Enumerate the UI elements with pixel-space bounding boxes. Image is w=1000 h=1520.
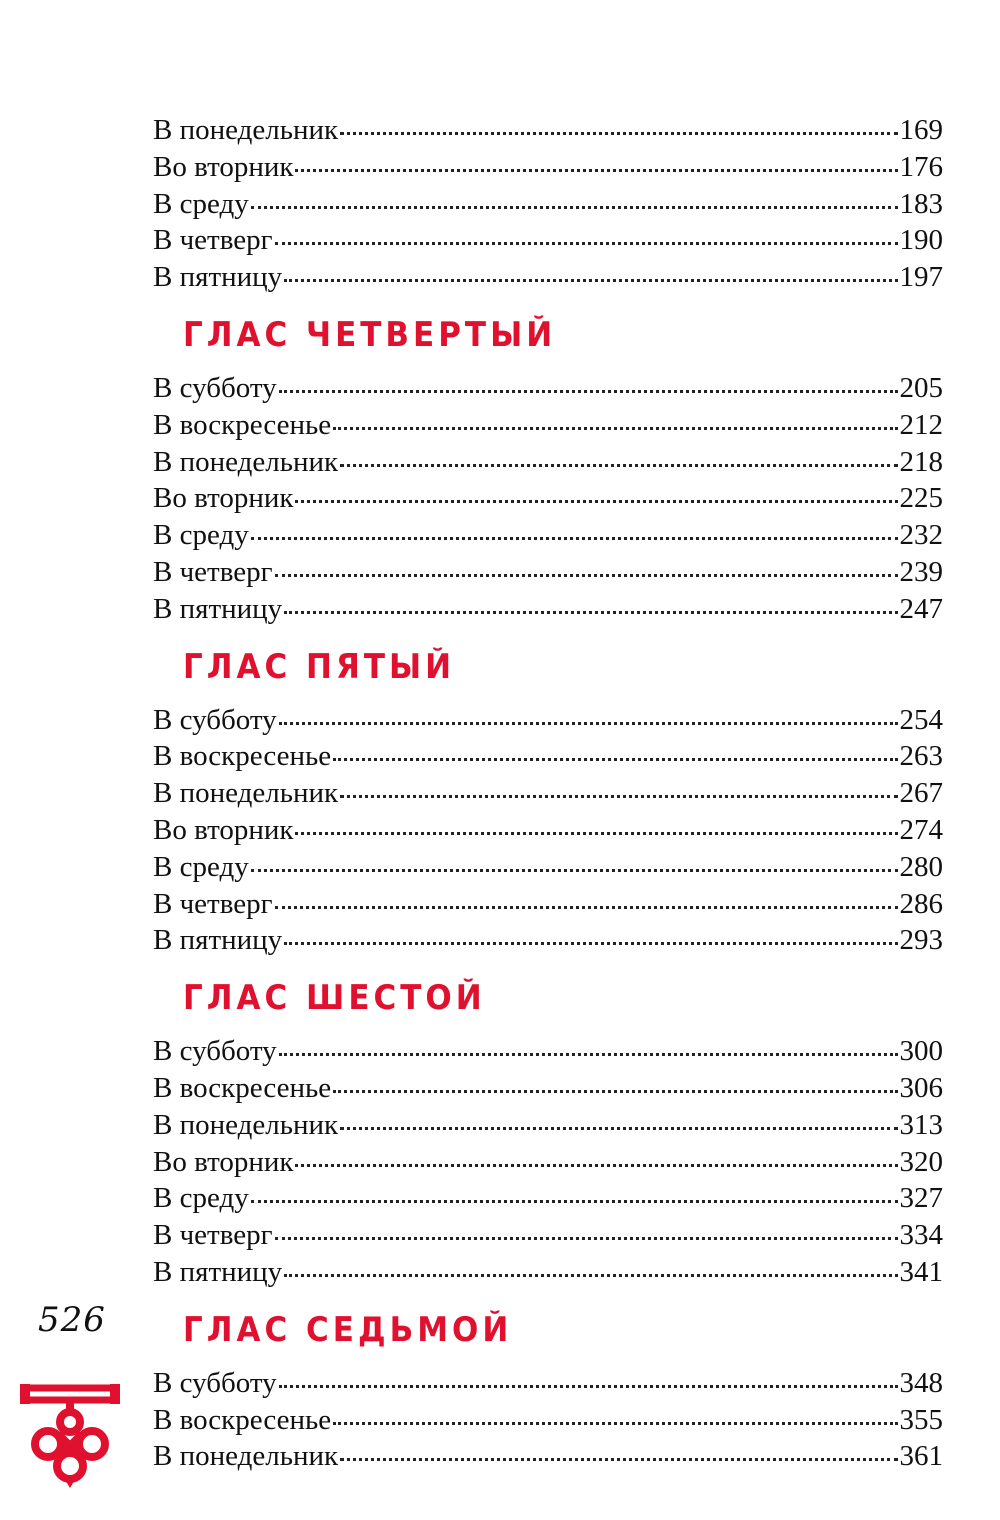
- dot-leader: [279, 722, 898, 725]
- toc-entry: [153, 738, 943, 775]
- toc-entry-page: 176: [899, 150, 943, 183]
- toc-entry-page: 254: [899, 703, 943, 736]
- toc-entry: [153, 149, 943, 186]
- toc-entry-page: 169: [899, 114, 943, 146]
- toc-entry-label: В пятницу: [153, 1255, 283, 1288]
- toc-entry-label: В четверг: [153, 224, 273, 257]
- table-of-contents: [153, 112, 943, 1475]
- toc-entry-page: 274: [899, 813, 943, 846]
- toc-entry: [153, 812, 943, 849]
- knot-ornament-icon: [20, 1380, 120, 1490]
- dot-leader: [284, 942, 897, 945]
- toc-entry: [153, 849, 943, 886]
- toc-entry: [153, 1402, 943, 1439]
- toc-entry-label: В субботу: [153, 1366, 277, 1399]
- dot-leader: [340, 1127, 897, 1130]
- toc-entry-page: 263: [899, 740, 943, 773]
- toc-entry-page: 205: [899, 371, 943, 404]
- dot-leader: [279, 1053, 898, 1056]
- toc-entry-page: 361: [899, 1440, 943, 1473]
- toc-entry-label: В воскресенье: [153, 740, 332, 773]
- toc-entry-label: В среду: [153, 1182, 249, 1215]
- toc-entry-page: 348: [899, 1366, 943, 1399]
- toc-entry-page: 306: [899, 1071, 943, 1104]
- dot-leader: [275, 574, 898, 577]
- toc-entry-label: В субботу: [153, 703, 277, 736]
- toc-entry: [153, 1033, 943, 1070]
- dot-leader: [333, 1422, 897, 1425]
- dot-leader: [284, 279, 897, 282]
- toc-entry-label: В среду: [153, 850, 249, 883]
- dot-leader: [340, 795, 897, 798]
- toc-entry: [153, 222, 943, 259]
- toc-entry-label: В понедельник: [153, 1108, 339, 1141]
- dot-leader: [333, 1090, 897, 1093]
- toc-entry-label: В понедельник: [153, 1440, 339, 1473]
- toc-entry-label: В воскресенье: [153, 1403, 332, 1436]
- toc-entry: [153, 1144, 943, 1181]
- section-heading: ГЛАС СЕДЬМОЙ: [183, 1310, 513, 1350]
- toc-entry-page: 197: [899, 261, 943, 294]
- toc-entry-label: В четверг: [153, 555, 273, 588]
- toc-entry-page: 320: [899, 1145, 943, 1178]
- dot-leader: [275, 242, 898, 245]
- toc-entry-page: 341: [899, 1255, 943, 1288]
- section-heading: ГЛАС ШЕСТОЙ: [183, 978, 486, 1018]
- toc-entry: [153, 1070, 943, 1107]
- toc-entry-label: В понедельник: [153, 114, 339, 146]
- toc-entry: [153, 370, 943, 407]
- toc-entry: [153, 591, 943, 628]
- toc-entry-page: 334: [899, 1219, 943, 1252]
- toc-entry-label: В пятницу: [153, 924, 283, 957]
- toc-entry-label: В среду: [153, 519, 249, 552]
- toc-entry-label: Во вторник: [153, 482, 294, 515]
- toc-entry-label: В пятницу: [153, 261, 283, 294]
- toc-entry: [153, 1180, 943, 1217]
- toc-entry-label: Во вторник: [153, 813, 294, 846]
- toc-entry: [153, 886, 943, 923]
- dot-leader: [295, 832, 897, 835]
- toc-entry: [153, 517, 943, 554]
- dot-leader: [340, 132, 897, 135]
- toc-entry-label: В четверг: [153, 887, 273, 920]
- dot-leader: [284, 611, 897, 614]
- toc-entry: [153, 444, 943, 481]
- dot-leader: [251, 869, 898, 872]
- dot-leader: [333, 427, 897, 430]
- toc-entry: [153, 186, 943, 223]
- toc-entry-label: Во вторник: [153, 1145, 294, 1178]
- section-heading: ГЛАС ПЯТЫЙ: [183, 647, 456, 687]
- toc-entry-label: В пятницу: [153, 592, 283, 625]
- toc-entry: [153, 702, 943, 739]
- dot-leader: [279, 1385, 898, 1388]
- toc-entry: [153, 480, 943, 517]
- toc-entry: [153, 1365, 943, 1402]
- dot-leader: [284, 1274, 897, 1277]
- dot-leader: [275, 1237, 898, 1240]
- toc-entry-page: 286: [899, 887, 943, 920]
- toc-entry-page: 280: [899, 850, 943, 883]
- toc-entry: [153, 922, 943, 959]
- dot-leader: [295, 500, 897, 503]
- dot-leader: [251, 206, 898, 209]
- toc-entry-page: 239: [899, 555, 943, 588]
- section-heading: ГЛАС ЧЕТВЕРТЫЙ: [183, 315, 557, 355]
- toc-entry-label: В понедельник: [153, 445, 339, 478]
- dot-leader: [333, 758, 897, 761]
- toc-entry-label: В воскресенье: [153, 408, 332, 441]
- toc-entry-page: 225: [899, 482, 943, 515]
- page-number: 526: [38, 1300, 106, 1340]
- toc-entry: [153, 1254, 943, 1291]
- dot-leader: [295, 169, 897, 172]
- toc-entry-page: 355: [899, 1403, 943, 1436]
- toc-entry-page: 300: [899, 1035, 943, 1068]
- toc-entry-label: В субботу: [153, 1035, 277, 1068]
- toc-entry-label: В субботу: [153, 371, 277, 404]
- toc-entry-page: 218: [899, 445, 943, 478]
- toc-entry: [153, 259, 943, 296]
- toc-entry: [153, 407, 943, 444]
- toc-entry-page: 327: [899, 1182, 943, 1215]
- toc-entry: [153, 1438, 943, 1475]
- toc-entry-label: В понедельник: [153, 777, 339, 810]
- dot-leader: [251, 537, 898, 540]
- toc-entry-page: 313: [899, 1108, 943, 1141]
- toc-entry-label: В четверг: [153, 1219, 273, 1252]
- toc-entry: [153, 775, 943, 812]
- toc-entry-page: 293: [899, 924, 943, 957]
- toc-entry-label: В воскресенье: [153, 1071, 332, 1104]
- toc-entry-label: В среду: [153, 187, 249, 220]
- toc-entry-page: 183: [899, 187, 943, 220]
- toc-entry-page: 232: [899, 519, 943, 552]
- toc-entry-page: 190: [899, 224, 943, 257]
- toc-entry-page: 212: [899, 408, 943, 441]
- dot-leader: [251, 1200, 898, 1203]
- toc-entry-page: 267: [899, 777, 943, 810]
- toc-entry: [153, 554, 943, 591]
- toc-entry: [153, 1107, 943, 1144]
- toc-entry: [153, 112, 943, 149]
- dot-leader: [295, 1164, 897, 1167]
- toc-entry-label: Во вторник: [153, 150, 294, 183]
- dot-leader: [340, 464, 897, 467]
- dot-leader: [279, 390, 898, 393]
- dot-leader: [340, 1458, 897, 1461]
- toc-entry-page: 247: [899, 592, 943, 625]
- dot-leader: [275, 906, 898, 909]
- toc-entry: [153, 1217, 943, 1254]
